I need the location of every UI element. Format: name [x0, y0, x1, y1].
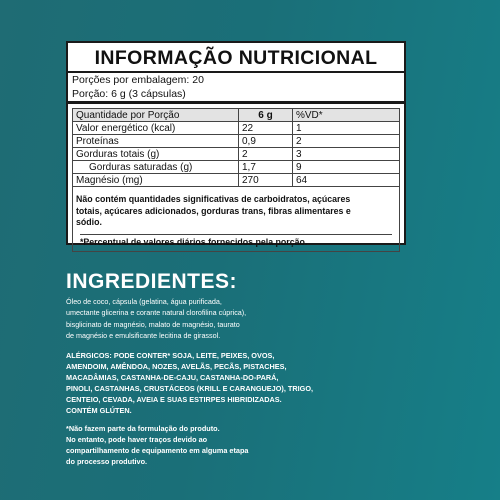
ingredients-heading: INGREDIENTES: — [66, 270, 238, 293]
servings-per-package: Porções por embalagem: 20 — [72, 74, 204, 86]
nutrient-dv: 2 — [293, 135, 400, 148]
table-row — [73, 135, 400, 148]
nutrition-table — [72, 108, 400, 187]
allergens-line: AMENDOIM, AMÊNDOA, NOZES, AVELÃS, PECÃS, PISTACHES, — [66, 362, 287, 372]
nutrient-dv: 1 — [293, 122, 400, 135]
allergens-line: PINOLI, CASTANHAS, CRUSTÁCEOS (KRILL E CARANGUEJO), TRIGO, — [66, 384, 314, 394]
allergens-line: CONTÉM GLÚTEN. — [66, 406, 132, 416]
table-row — [73, 161, 400, 174]
nutrient-name: Gorduras saturadas (g) — [73, 161, 239, 174]
nutrition-notes — [72, 187, 400, 252]
table-row — [73, 122, 400, 135]
note-line: sódio. — [76, 217, 102, 227]
serving-size: Porção: 6 g (3 cápsulas) — [68, 87, 404, 104]
allergens-warning — [66, 350, 366, 417]
nutrient-name: Valor energético (kcal) — [73, 122, 239, 135]
allergens-line: CENTEIO, CEVADA, AVEIA E SUAS ESTIRPES HIBRIDIZADAS. — [66, 395, 282, 405]
disclaimer-line: No entanto, pode haver traços devido ao — [66, 435, 208, 445]
table-row — [73, 148, 400, 161]
allergens-line: ALÉRGICOS: PODE CONTER* SOJA, LEITE, PEIXES, OVOS, — [66, 351, 275, 360]
nutrient-dv: 64 — [293, 174, 400, 187]
note-line: totais, açúcares adicionados, gorduras trans, fibras alimentares e — [76, 205, 351, 216]
disclaimer-line: *Não fazem parte da formulação do produto. — [66, 424, 220, 433]
nutrient-name: Magnésio (mg) — [73, 174, 239, 187]
nutrient-name: Gorduras totais (g) — [73, 148, 239, 161]
daily-value-footnote: *Percentual de valores diários fornecidos pela porção. — [80, 234, 392, 248]
ingredients-line: Óleo de coco, cápsula (gelatina, água purificada, — [66, 297, 222, 306]
nutrient-amount: 1,7 — [239, 161, 293, 174]
nutrient-amount: 270 — [239, 174, 293, 187]
nutrition-facts-label — [66, 41, 406, 245]
label-title: INFORMAÇÃO NUTRICIONAL — [68, 43, 404, 73]
header-dv: %VD* — [293, 109, 400, 122]
table-row — [73, 174, 400, 187]
note-line: Não contém quantidades significativas de carboidratos, açúcares — [76, 194, 351, 204]
ingredients-list — [66, 296, 306, 341]
header-amount: 6 g — [239, 109, 293, 122]
disclaimer-line: compartilhamento de equipamento em alguma etapa — [66, 446, 249, 456]
ingredients-line: umectante glicerina e corante natural clorofilina cúprica), — [66, 308, 247, 318]
disclaimer-line: do processo produtivo. — [66, 457, 148, 467]
allergens-line: MACADÂMIAS, CASTANHA-DE-CAJU, CASTANHA-DO-PARÁ, — [66, 373, 279, 383]
ingredients-line: bisglicinato de magnésio, malato de magnésio, taurato — [66, 319, 240, 329]
ingredients-line: de magnésio e emulsificante lecitina de girassol. — [66, 330, 221, 340]
header-quantity: Quantidade por Porção — [73, 109, 239, 122]
nutrient-dv: 9 — [293, 161, 400, 174]
nutrient-dv: 3 — [293, 148, 400, 161]
nutrient-name: Proteínas — [73, 135, 239, 148]
nutrient-amount: 0,9 — [239, 135, 293, 148]
nutrient-amount: 2 — [239, 148, 293, 161]
nutrient-amount: 22 — [239, 122, 293, 135]
cross-contamination-disclaimer — [66, 423, 306, 467]
nutrition-table-header — [73, 109, 400, 122]
